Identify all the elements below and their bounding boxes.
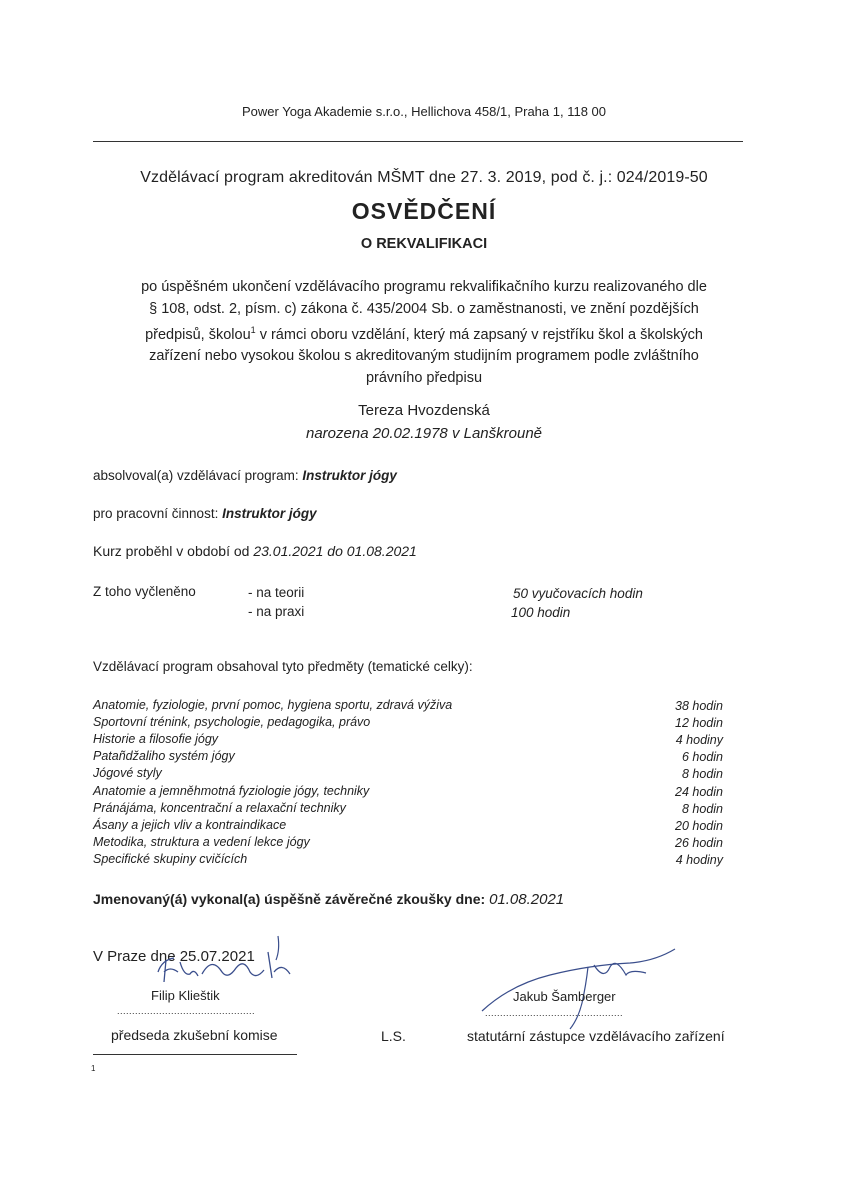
course-value: 23.01.2021 do 01.08.2021 [253,543,417,559]
theory-label: - na teorii [248,585,305,600]
intro-line-2: § 108, odst. 2, písm. c) zákona č. 435/2004 Sb. o zaměstnanosti, ve znění pozdějších [149,300,699,317]
course-row [93,543,417,559]
accreditation-line: Vzdělávací program akreditován MŠMT dne 27. 3. 2019, pod č. j.: 024/2019-50 [140,169,708,186]
footnote-divider [93,1054,297,1055]
certificate-title: OSVĚDČENÍ [351,198,497,224]
subject-hours: 38 hodin [675,699,723,713]
course-label: Kurz proběhl v období od [93,543,250,559]
issuer-header: Power Yoga Akademie s.r.o., Hellichova 458/1, Praha 1, 118 00 [242,104,606,119]
exam-label: Jmenovaný(á) vykonal(a) úspěšně závěrečné zkoušky dne: [93,891,486,907]
right-signer-role: statutární zástupce vzdělávacího zařízení [467,1028,725,1044]
subject-hours: 26 hodin [675,836,723,850]
subject-hours: 20 hodin [675,819,723,833]
program-value: Instruktor jógy [302,468,397,483]
subject-hours: 4 hodiny [675,853,723,867]
subject-name: Jógové styly [93,766,162,780]
certificate-subtitle: O REKVALIFIKACI [360,236,488,252]
practice-label: - na praxi [248,604,305,619]
subject-name: Specifické skupiny cvičících [93,852,248,866]
subject-name: Anatomie, fyziologie, první pomoc, hygiena sportu, zdravá výživa [93,698,453,712]
subject-hours: 8 hodin [681,767,723,781]
subject-name: Metodika, struktura a vedení lekce jógy [93,835,310,849]
subject-name: Historie a filosofie jógy [93,732,219,746]
activity-value: Instruktor jógy [222,506,317,521]
header-divider [93,141,743,142]
subject-name: Ásany a jejich vliv a kontraindikace [93,818,287,832]
holder-birth: narozena 20.02.1978 v Lanškrouně [305,425,542,442]
program-row [93,468,397,483]
program-label: absolvoval(a) vzdělávací program: [93,468,299,483]
intro-line-3b: v rámci oboru vzdělání, který má zapsaný v rejstříku škol a školských [255,326,703,343]
subject-hours: 24 hodin [675,785,723,799]
left-signature-scribble [140,932,300,992]
intro-line-3a: předpisů, školou [145,326,251,343]
subject-hours: 6 hodin [681,750,723,764]
activity-label: pro pracovní činnost: [93,506,219,521]
footnote-number: 1 [91,1064,96,1073]
subject-name: Sportovní trénink, psychologie, pedagogika, právo [93,715,371,729]
theory-value: 50 vyučovacích hodin [513,586,643,601]
intro-line-4: zařízení nebo vysokou školou s akreditovaným studijním programem podle zvláštního [149,348,699,365]
right-signer-name: Jakub Šamberger [513,989,616,1004]
holder-name: Tereza Hvozdenská [358,402,490,419]
stamp-label: L.S. [381,1028,406,1044]
footnote-marker: 1 [250,325,256,335]
subject-hours: 4 hodiny [675,733,723,747]
intro-paragraph [0,277,848,389]
hours-label: Z toho vyčleněno [93,584,196,599]
intro-line-1: po úspěšném ukončení vzdělávacího programu rekvalifikačního kurzu realizovaného dle [141,279,707,295]
activity-row [93,506,317,521]
left-signer-role: předseda zkušební komise [111,1027,278,1043]
practice-value: 100 hodin [511,605,571,620]
subject-name: Patañdžaliho systém jógy [93,749,235,763]
subject-name: Pránájáma, koncentrační a relaxační techniky [93,801,346,815]
subject-hours: 12 hodin [675,716,723,730]
left-signer-name: Filip Klieštik [151,988,220,1003]
subjects-heading: Vzdělávací program obsahoval tyto předměty (tematické celky): [93,659,473,674]
right-dots: .............................................. [485,1008,624,1018]
exam-row [93,891,564,908]
place-date: V Praze dne 25.07.2021 [93,948,255,965]
intro-line-5: právního předpisu [365,369,483,386]
subject-hours: 8 hodin [681,802,723,816]
intro-line-3 [0,320,848,346]
subject-name: Anatomie a jemněhmotná fyziologie jógy, techniky [93,784,370,798]
exam-date: 01.08.2021 [489,891,565,908]
left-dots: .............................................. [117,1006,256,1016]
